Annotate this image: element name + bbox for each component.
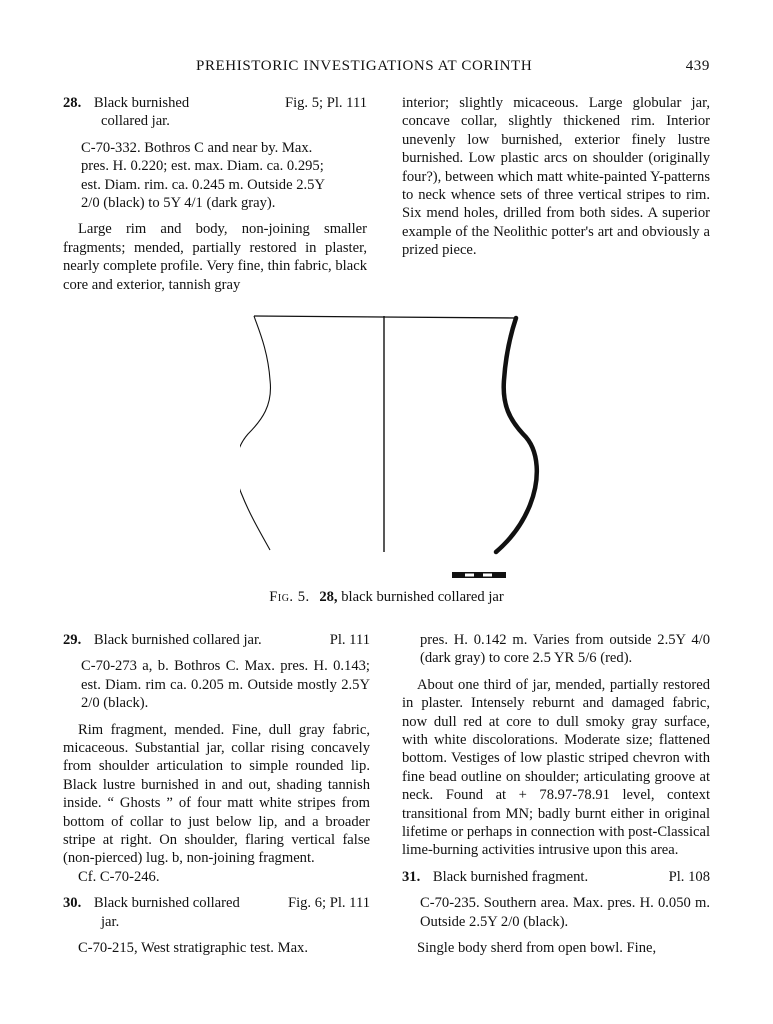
entry-30-heading (63, 894, 370, 912)
catalog-line: est. Diam. rim. ca. 0.245 m. Outside 2.5Y (81, 176, 326, 193)
page-number: 439 (685, 58, 710, 74)
left-profile (240, 316, 270, 550)
rim-line (254, 316, 516, 318)
entry-31-ref: Pl. 108 (668, 868, 710, 885)
entry-29-title: Black burnished collared jar. (93, 632, 262, 648)
catalog-line: C-70-332. Bothros C and near by. Max. (81, 139, 313, 156)
entry-28-title-line1: Black burnished (93, 95, 190, 111)
caption-text: black burnished collared jar (341, 589, 504, 605)
jar-profile-drawing (240, 310, 540, 585)
entry-31-catalog: C-70-235. Southern area. Max. pres. H. 0.050 m. Outside 2.5Y 2/0 (black). (420, 895, 710, 930)
entry-31-title: Black burnished fragment. (432, 868, 589, 885)
scale-bar (452, 572, 506, 578)
running-head (0, 58, 773, 80)
caption-fig-label: Fig. 5. (269, 589, 310, 605)
figure-caption (0, 589, 773, 606)
entry-29-ref: Pl. 111 (329, 632, 370, 648)
entry-28-title-line2: collared jar. (101, 113, 170, 130)
entry-28-catalog (63, 139, 367, 213)
entry-28-number: 28. (63, 95, 82, 111)
scale-bar-tick (483, 574, 492, 577)
entry-30-title-line1: Black burnished collared (93, 895, 240, 912)
right-section-profile (496, 318, 537, 552)
caption-entry-number: 28, (319, 589, 338, 605)
entry-28-ref: Fig. 5; Pl. 111 (284, 95, 367, 111)
entry-30-ref: Fig. 6; Pl. 111 (287, 895, 370, 912)
entry-28-left (63, 94, 367, 294)
entry-30-description: About one third of jar, mended, partially restored in plaster. Intensely reburnt and damaged fabric, now dull red at core to dull smoky gray surface, with white discolorations. Moderate size; flattened bottom. Vestiges of low plastic striped chevron with fine bead outline on shoulder; articulating groove at neck. Found at + 78.97-78.91 level, context transitional from MN; badly burnt either in original lifetime or perhaps in connection with post-Classical lime-burning activities intrusive upon this area. (402, 676, 711, 859)
entry-30-catalog-right: pres. H. 0.142 m. Varies from outside 2.5Y 4/0 (dark gray) to core 2.5 YR 5/6 (red). (420, 632, 710, 667)
entry-29-cf: Cf. C-70-246. (78, 868, 160, 885)
entry-30-catalog-left: C-70-215, West stratigraphic test. Max. (78, 940, 308, 957)
entry-28-description-right: interior; slightly micaceous. Large globular jar, concave collar, slightly thickened rim. Interior unevenly low burnished, exterior finely lustre burnished. Low plastic arcs on shoulder (originally four?), between which matt white-painted Y-patterns to neck whence sets of three vertical stripes to rim. Six mend holes, drilled from both sides. A superior example of the Neolithic potter's art and obviously a prized piece. (402, 95, 710, 259)
entry-28-heading (63, 94, 367, 112)
entry-28-right (402, 94, 710, 260)
entry-30-number: 30. (63, 895, 82, 912)
entry-29-catalog: C-70-273 a, b. Bothros C. Max. pres. H. 0.143; est. Diam. rim ca. 0.205 m. Outside mostly 2.5Y 2/0 (black). (81, 658, 370, 712)
scale-bar-tick (465, 574, 474, 577)
entry-30-title-line2: jar. (101, 913, 120, 930)
entry-31-number: 31. (402, 868, 421, 885)
entry-28-description-left: Large rim and body, non-joining smaller fragments; mended, partially restored in plaster, nearly complete profile. Very fine, thin fabric, black core and exterior, tannish gray (63, 221, 367, 293)
catalog-line: pres. H. 0.220; est. max. Diam. ca. 0.295; (81, 158, 324, 175)
entry-31-heading (402, 868, 710, 886)
running-title: PREHISTORIC INVESTIGATIONS AT CORINTH (196, 58, 533, 74)
entry-29-number: 29. (63, 632, 82, 648)
entry-29-heading (63, 631, 370, 649)
entry-29-description: Rim fragment, mended. Fine, dull gray fabric, micaceous. Substantial jar, collar rising concavely from shoulder articulation to simple rounded lip. Black lustre burnished in and out, shading tannish inside. “ Ghosts ” of four matt white stripes from bottom of collar to just below lip, and a broader stripe at right. On shoulder, flaring vertical false (non-pierced) lug. b, non-joining fragment. (63, 721, 370, 867)
entry-31-description: Single body sherd from open bowl. Fine, (417, 940, 657, 957)
catalog-line: 2/0 (black) to 5Y 4/1 (dark gray). (81, 195, 276, 212)
right-column-lower (402, 631, 710, 958)
left-column-lower (63, 631, 370, 958)
